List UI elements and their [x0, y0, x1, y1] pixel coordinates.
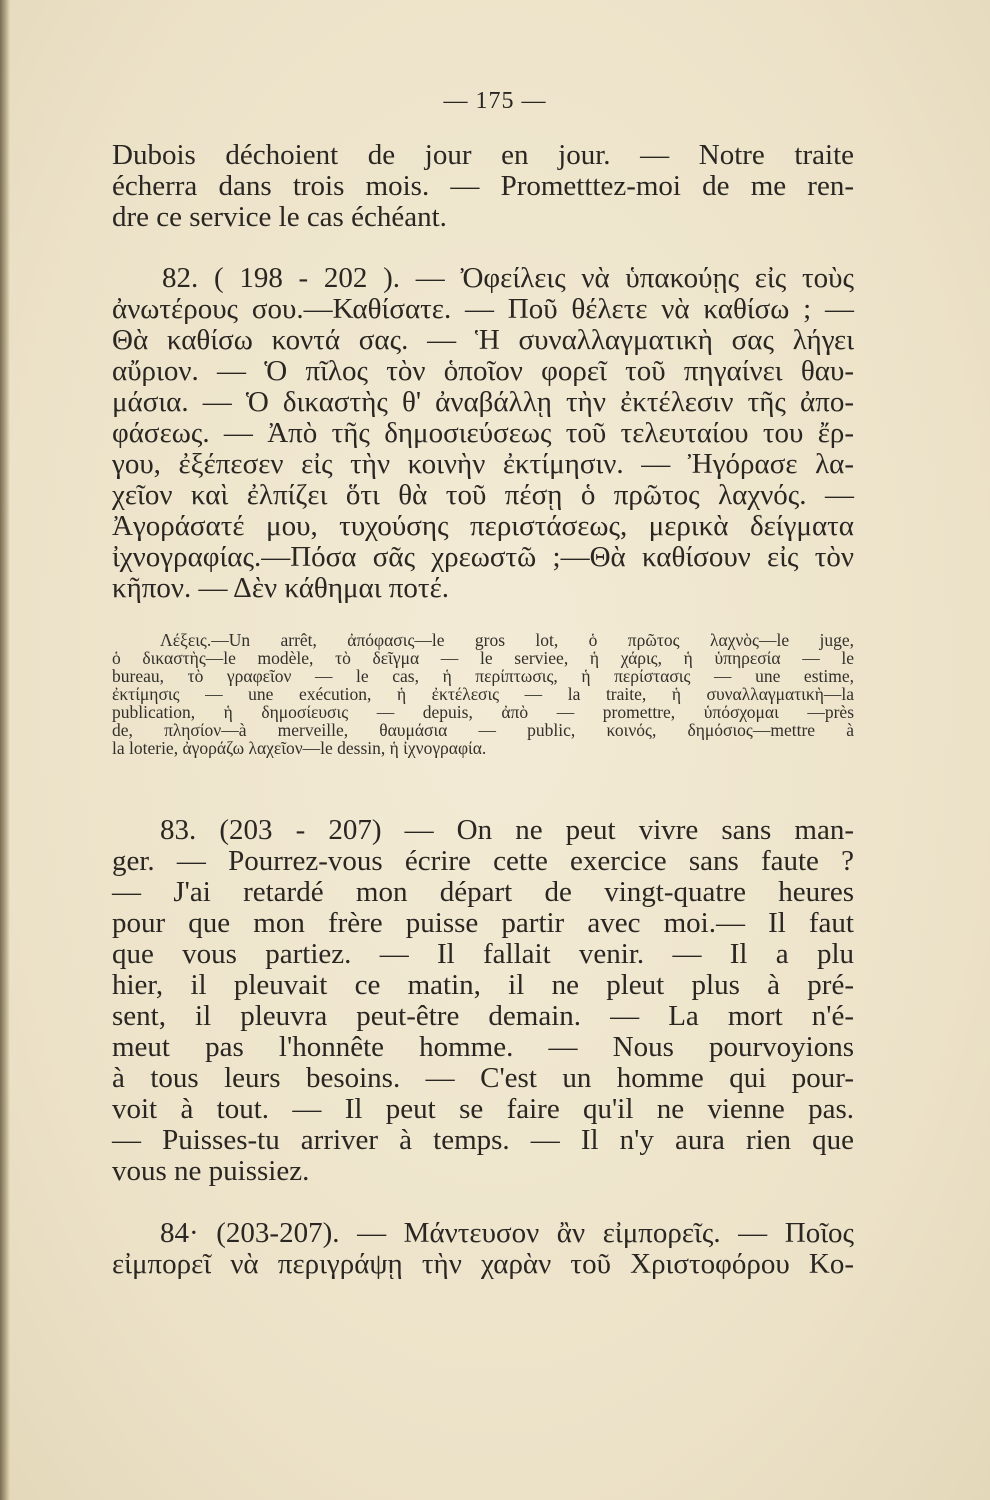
- vocab-line: de, πλησίον—à merveille, θαυμάσια — public, κοινός, δημόσιος—mettre à: [112, 720, 854, 740]
- vocab-line: publication, ἡ δημοσίευσις — depuis, ἀπὸ — promettre, ὑπόσχομαι —près: [112, 702, 854, 722]
- text-line: hier, il pleuvait ce matin, il ne pleut plus à pré-: [112, 969, 854, 1001]
- text-line: — J'ai retardé mon départ de vingt-quatre heures: [112, 876, 854, 908]
- text-line: 82. ( 198 - 202 ). — Ὀφείλεις νὰ ὑπακούῃς εἰς τοὺς: [162, 262, 854, 294]
- text-line: γου, ἐξέπεσεν εἰς τὴν κοινὴν ἐκτίμησιν. — Ἠγόρασε λα-: [112, 448, 854, 480]
- vocab-line: Λέξεις.—Un arrêt, ἀπόφασις—le gros lot, ὁ πρῶτος λαχνὸς—le juge,: [160, 630, 854, 650]
- text-line: ger. — Pourrez-vous écrire cette exercice sans faute ?: [112, 845, 854, 877]
- text-line: pour que mon frère puisse partir avec moi.— Il faut: [112, 907, 854, 939]
- page-number: — 175 —: [443, 88, 547, 114]
- text-line: — Puisses-tu arriver à temps. — Il n'y aura rien que: [112, 1124, 854, 1156]
- text-line: à tous leurs besoins. — C'est un homme qui pour-: [112, 1062, 854, 1094]
- text-line: Ἀγοράσατέ μου, τυχούσης περιστάσεως, μερικὰ δείγματα: [112, 510, 854, 542]
- text-line: 83. (203 - 207) — On ne peut vivre sans man-: [160, 814, 854, 846]
- text-line: voit à tout. — Il peut se faire qu'il ne vienne pas.: [112, 1093, 854, 1125]
- text-line: que vous partiez. — Il fallait venir. — Il a plu: [112, 938, 854, 970]
- text-line: 84· (203-207). — Μάντευσον ἂν εἰμπορεῖς. — Ποῖος: [160, 1217, 854, 1249]
- text-line: dre ce service le cas échéant.: [112, 201, 447, 233]
- text-line: εἰμπορεῖ νὰ περιγράψῃ τὴν χαρὰν τοῦ Χριστοφόρου Κο-: [112, 1248, 854, 1280]
- vocab-line: ὁ δικαστὴς—le modèle, τὸ δεῖγμα — le serviee, ἡ χάρις, ἡ ὑπηρεσία — le: [112, 648, 854, 668]
- vocab-line: bureau, τὸ γραφεῖον — le cas, ἡ περίπτωσις, ἡ περίστασις — une estime,: [112, 666, 854, 686]
- exercise-83: [112, 815, 854, 1187]
- exercise-84: [112, 1218, 854, 1280]
- text-line: meut pas l'honnête homme. — Nous pourvoyions: [112, 1031, 854, 1063]
- vocab-line: la loterie, ἀγοράζω λαχεῖον—le dessin, ἡ ἰχνογραφία.: [112, 738, 487, 758]
- page-binding-edge: [0, 0, 10, 1500]
- text-line: αὔριον. — Ὁ πῖλος τὸν ὁποῖον φορεῖ τοῦ πηγαίνει θαυ-: [112, 355, 854, 387]
- text-line: κῆπον. — Δὲν κάθημαι ποτέ.: [112, 572, 449, 604]
- text-line: vous ne puissiez.: [112, 1155, 310, 1187]
- text-line: écherra dans trois mois. — Prometttez-moi de me ren-: [112, 170, 854, 202]
- text-line: μάσια. — Ὁ δικαστὴς θ' ἀναβάλλῃ τὴν ἐκτέλεσιν τῆς ἀπο-: [112, 386, 854, 418]
- text-line: sent, il pleuvra peut-être demain. — La mort n'é-: [112, 1000, 854, 1032]
- vocab-line: ἐκτίμησις — une exécution, ἡ ἐκτέλεσις — la traite, ἡ συναλλαγματικὴ—la: [112, 684, 854, 704]
- text-line: φάσεως. — Ἀπὸ τῆς δημοσιεύσεως τοῦ τελευταίου του ἔρ-: [112, 417, 854, 449]
- exercise-82: [112, 263, 854, 604]
- vocabulary-lexeis: [112, 631, 854, 757]
- paragraph-intro: [112, 140, 854, 233]
- text-line: ἀνωτέρους σου.—Καθίσατε. — Ποῦ θέλετε νὰ καθίσω ; —: [112, 293, 854, 325]
- text-line: ἰχνογραφίας.—Πόσα σᾶς χρεωστῶ ;—Θὰ καθίσουν εἰς τὸν: [112, 541, 854, 573]
- text-line: Dubois déchoient de jour en jour. — Notre traite: [112, 139, 854, 171]
- text-line: Θὰ καθίσω κοντά σας. — Ἡ συναλλαγματικὴ σας λήγει: [112, 324, 854, 356]
- text-line: χεῖον καὶ ἐλπίζει ὅτι θὰ τοῦ πέσῃ ὁ πρῶτος λαχνός. —: [112, 479, 854, 511]
